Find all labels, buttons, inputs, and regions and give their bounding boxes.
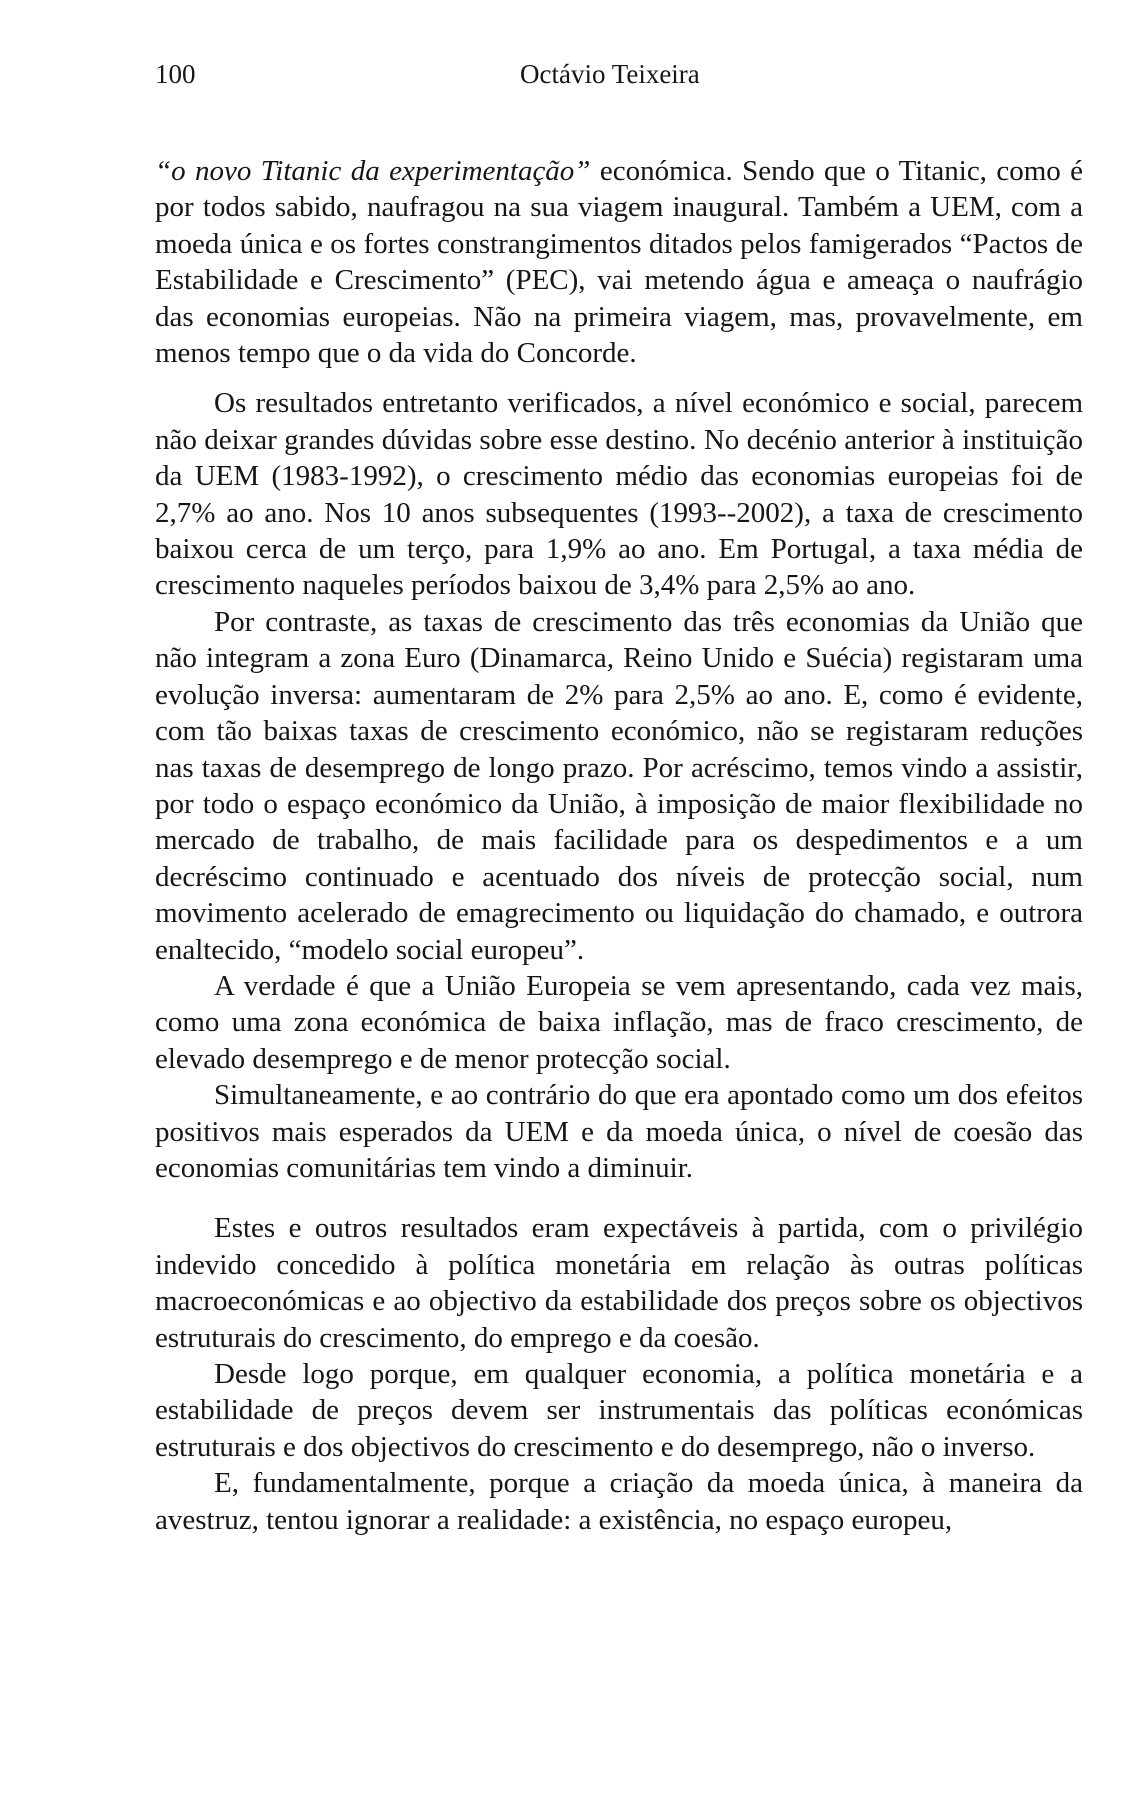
titanic-quote: “o novo Titanic da experimentação” bbox=[155, 155, 591, 187]
paragraph-5 bbox=[155, 1077, 1083, 1186]
paragraph-2-text: Os resultados entretanto verificados, a nível económico e social, parecem não deixar grandes dúvidas sobre esse destino. No decénio anterior à instituição da UEM (1983-1992), o crescimento médio das economias europeias foi de 2,7% ao ano. Nos 10 anos subsequentes (1993--2002), a taxa de crescimento baixou cerca de um terço, para 1,9% ao ano. Em Portugal, a taxa média de crescimento naqueles períodos baixou de 3,4% para 2,5% ao ano. bbox=[155, 387, 1083, 602]
paragraph-7 bbox=[155, 1356, 1083, 1465]
paragraph-4 bbox=[155, 968, 1083, 1077]
paragraph-8 bbox=[155, 1465, 1083, 1538]
paragraph-1-text: económica. Sendo que o Titanic, como é por todos sabido, naufragou na sua viagem inaugural. Também a UEM, com a moeda única e os fortes constrangimentos ditados pelos famigerados “Pactos de Estabilidade e Crescimento” (PEC), vai metendo água e ameaça o naufrágio das economias europeias. Não na primeira viagem, mas, provavelmente, em menos tempo que o da vida do Concorde. bbox=[155, 155, 1084, 370]
page-number: 100 bbox=[155, 59, 196, 89]
paragraph-6-text: Estes e outros resultados eram expectáveis à partida, com o privilégio indevido concedido à política monetária em relação às outras políticas macroeconómicas e ao objectivo da estabilidade dos preços sobre os objectivos estruturais do crescimento, do emprego e da coesão. bbox=[155, 1212, 1083, 1354]
paragraph-2 bbox=[155, 385, 1083, 603]
paragraph-4-text: A verdade é que a União Europeia se vem apresentando, cada vez mais, como uma zona económica de baixa inflação, mas de fraco crescimento, de elevado desemprego e de menor protecção social. bbox=[155, 969, 1083, 1075]
paragraph-7-text: Desde logo porque, em qualquer economia, a política monetária e a estabilidade de preços devem ser instrumentais das políticas económicas estruturais e dos objectivos do crescimento e do desemprego, não o inverso. bbox=[155, 1358, 1083, 1463]
paragraph-3-text: Por contraste, as taxas de crescimento das três economias da União que não integram a zona Euro (Dinamarca, Reino Unido e Suécia) registaram uma evolução inversa: aumentaram de 2% para 2,5% ao ano. E, como é evidente, com tão baixas taxas de crescimento económico, não se registaram reduções nas taxas de desemprego de longo prazo. Por acréscimo, temos vindo a assistir, por todo o espaço económico da União, à imposição de maior flexibilidade no mercado de trabalho, de mais facilidade para os despedimentos e a um decréscimo continuado e acentuado dos níveis de protecção social, num movimento acelerado de emagrecimento ou liquidação do chamado, e outrora enaltecido, “modelo social europeu”. bbox=[155, 605, 1083, 966]
paragraph-5-text: Simultaneamente, e ao contrário do que era apontado como um dos efeitos positivos mais esperados da UEM e da moeda única, o nível de coesão das economias comunitárias tem vindo a diminuir. bbox=[155, 1079, 1083, 1184]
paragraph-1 bbox=[155, 153, 1083, 371]
paragraph-6 bbox=[155, 1210, 1083, 1356]
body-text bbox=[155, 153, 1083, 1538]
page-header bbox=[0, 54, 1145, 94]
paragraph-8-text: E, fundamentalmente, porque a criação da moeda única, à maneira da avestruz, tentou ignorar a realidade: a existência, no espaço europeu, bbox=[155, 1467, 1083, 1536]
running-head-author: Octávio Teixeira bbox=[520, 59, 700, 89]
paragraph-3 bbox=[155, 604, 1083, 968]
